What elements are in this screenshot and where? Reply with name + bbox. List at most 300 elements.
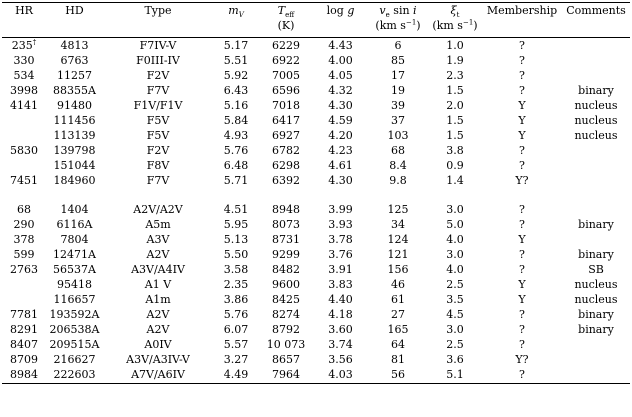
- cell-hd: [46, 128, 103, 143]
- cell-teff: [259, 262, 313, 277]
- cell-teff-value: 6927: [272, 129, 300, 142]
- cell-hd-value: 7804: [60, 233, 89, 246]
- cell-type: [103, 277, 213, 292]
- cell-teff-value: 8482: [272, 263, 300, 276]
- cell-logg: [313, 113, 368, 128]
- cell-hd-value: 88355A: [53, 84, 96, 97]
- cell-hd-value: 193592A: [49, 308, 100, 321]
- cell-mem-value: ?: [519, 263, 525, 276]
- cell-vsini: [368, 173, 428, 188]
- table-row: [2, 128, 630, 143]
- table-row: [2, 202, 630, 217]
- table-row: [2, 158, 630, 173]
- cell-teff: [259, 173, 313, 188]
- header-mv-main: m: [228, 4, 239, 17]
- cell-teff-value: 6782: [272, 144, 300, 157]
- cell-com: [562, 307, 630, 322]
- cell-xi: [428, 173, 482, 188]
- cell-logg-value: 3.76: [328, 248, 353, 261]
- table-row: [2, 173, 630, 188]
- cell-vsini: [368, 158, 428, 173]
- cell-vsini: [368, 292, 428, 307]
- cell-xi-value: 2.3: [446, 69, 464, 82]
- cell-mv: [213, 307, 259, 322]
- table-row: [2, 307, 630, 322]
- bottom-rule: [2, 383, 630, 384]
- cell-hr-value: 7451: [10, 174, 38, 187]
- cell-teff-value: 8948: [272, 203, 300, 216]
- cell-hd-value: 151044: [53, 159, 96, 172]
- stellar-parameters-table: [2, 2, 630, 384]
- table-row: [2, 292, 630, 307]
- cell-mem-value: ?: [519, 69, 525, 82]
- cell-logg: [313, 143, 368, 158]
- cell-com: [562, 143, 630, 158]
- cell-com-value: nucleus: [574, 114, 618, 127]
- cell-hr: [2, 367, 46, 382]
- cell-vsini: [368, 113, 428, 128]
- cell-teff-value: 9600: [272, 278, 300, 291]
- cell-mem: [482, 128, 562, 143]
- cell-type-value: F7V: [146, 84, 170, 97]
- cell-xi-value: 3.0: [446, 323, 464, 336]
- cell-xi: [428, 53, 482, 68]
- cell-mv-value: 6.07: [223, 323, 249, 336]
- cell-type: [103, 307, 213, 322]
- cell-xi: [428, 232, 482, 247]
- cell-logg: [313, 232, 368, 247]
- cell-logg-value: 4.05: [328, 69, 353, 82]
- cell-type: [103, 143, 213, 158]
- cell-vsini-value: 124: [387, 233, 409, 246]
- cell-type-value: F1V/F1V: [133, 99, 183, 112]
- cell-logg: [313, 158, 368, 173]
- cell-xi-value: 4.0: [446, 263, 464, 276]
- cell-xi-value: 4.5: [446, 308, 464, 321]
- cell-mv-value: 5.76: [223, 144, 249, 157]
- cell-hr: [2, 217, 46, 232]
- cell-logg: [313, 98, 368, 113]
- cell-teff-value: 7964: [272, 368, 300, 381]
- cell-vsini: [368, 217, 428, 232]
- cell-teff-value: 6596: [272, 84, 300, 97]
- cell-teff-value: 8073: [272, 218, 300, 231]
- cell-mv-value: 2.35: [223, 278, 249, 291]
- cell-teff-value: 10 073: [266, 338, 306, 351]
- cell-mem-value: ?: [519, 248, 525, 261]
- cell-mem-value: ?: [519, 308, 525, 321]
- cell-type: [103, 83, 213, 98]
- cell-hr: [2, 143, 46, 158]
- cell-mv: [213, 367, 259, 382]
- cell-mem-value: ?: [519, 368, 525, 381]
- cell-com: [562, 217, 630, 232]
- cell-mem-value: ?: [519, 203, 525, 216]
- cell-xi: [428, 367, 482, 382]
- cell-hr-value: 2763: [10, 263, 38, 276]
- cell-vsini: [368, 83, 428, 98]
- header-teff-unit: (K): [277, 19, 295, 32]
- cell-vsini-value: 103: [387, 129, 409, 142]
- header-comments: Comments: [566, 4, 626, 17]
- cell-hr: [2, 98, 46, 113]
- cell-mv-value: 5.92: [223, 69, 249, 82]
- cell-teff-value: 6229: [272, 39, 300, 52]
- cell-vsini-value: 61: [391, 293, 405, 306]
- cell-mv-value: 5.17: [223, 39, 249, 52]
- cell-logg: [313, 247, 368, 262]
- cell-mv-value: 3.86: [223, 293, 249, 306]
- cell-mv: [213, 262, 259, 277]
- table-row: [2, 337, 630, 352]
- table-row: [2, 53, 630, 68]
- header-logg-var: g: [347, 4, 355, 17]
- cell-mv-value: 5.84: [223, 114, 249, 127]
- cell-vsini: [368, 202, 428, 217]
- cell-mem: [482, 322, 562, 337]
- cell-mv-value: 5.57: [223, 338, 249, 351]
- cell-mv-value: 5.95: [223, 218, 249, 231]
- header-vsini-unit: [368, 18, 428, 33]
- cell-com-value: binary: [578, 308, 614, 321]
- cell-hd-value: 11257: [57, 69, 92, 82]
- cell-hd: [46, 53, 103, 68]
- cell-hr-value: 3998: [10, 84, 38, 97]
- cell-vsini: [368, 337, 428, 352]
- cell-mv-value: 5.13: [223, 233, 249, 246]
- header-vsini-main: v: [379, 4, 386, 17]
- header-vsini-unit-close: ): [416, 19, 421, 32]
- cell-teff: [259, 143, 313, 158]
- cell-type-value: A2V: [146, 323, 170, 336]
- cell-xi: [428, 158, 482, 173]
- cell-teff-value: 8274: [272, 308, 300, 321]
- cell-xi: [428, 113, 482, 128]
- cell-vsini-value: 17: [391, 69, 405, 82]
- cell-hr: [2, 68, 46, 83]
- cell-com: [562, 158, 630, 173]
- cell-logg-value: 3.60: [328, 323, 353, 336]
- cell-teff: [259, 38, 313, 54]
- header-membership: Membership: [486, 4, 558, 17]
- cell-hr-value: 290: [13, 218, 35, 231]
- cell-hd: [46, 98, 103, 113]
- cell-mv: [213, 217, 259, 232]
- cell-mem-value: Y: [518, 293, 526, 306]
- cell-type-value: A7V/A6IV: [131, 368, 185, 381]
- cell-vsini: [368, 53, 428, 68]
- cell-logg: [313, 38, 368, 54]
- cell-mv-value: 4.93: [223, 129, 249, 142]
- cell-hr: [2, 337, 46, 352]
- cell-vsini-value: 81: [391, 353, 405, 366]
- cell-vsini-value: 68: [391, 144, 405, 157]
- cell-vsini: [368, 68, 428, 83]
- cell-type-value: A0IV: [144, 338, 172, 351]
- cell-hr: [2, 113, 46, 128]
- cell-teff: [259, 113, 313, 128]
- cell-vsini: [368, 277, 428, 292]
- cell-mem-value: ?: [519, 39, 525, 52]
- cell-mv-value: 6.48: [223, 159, 249, 172]
- cell-xi: [428, 128, 482, 143]
- cell-com-value: binary: [578, 248, 614, 261]
- cell-teff: [259, 83, 313, 98]
- cell-xi-value: 2.5: [446, 338, 464, 351]
- cell-logg-value: 4.40: [328, 293, 353, 306]
- cell-vsini: [368, 262, 428, 277]
- header-logg: [313, 3, 368, 18]
- cell-mem-value: ?: [519, 323, 525, 336]
- cell-xi: [428, 83, 482, 98]
- cell-type: [103, 367, 213, 382]
- cell-hd-value: 56537A: [53, 263, 96, 276]
- cell-type-value: A2V: [146, 248, 170, 261]
- cell-logg-value: 4.32: [328, 84, 353, 97]
- table-row: [2, 217, 630, 232]
- cell-vsini: [368, 352, 428, 367]
- cell-type: [103, 53, 213, 68]
- cell-hd: [46, 322, 103, 337]
- cell-vsini: [368, 38, 428, 54]
- cell-hr-value: 534: [13, 69, 35, 82]
- cell-teff-value: 6417: [272, 114, 300, 127]
- cell-logg-value: 4.59: [328, 114, 353, 127]
- cell-xi: [428, 68, 482, 83]
- cell-hd: [46, 158, 103, 173]
- cell-vsini: [368, 98, 428, 113]
- cell-teff: [259, 337, 313, 352]
- cell-mv: [213, 292, 259, 307]
- cell-com: [562, 367, 630, 382]
- cell-xi: [428, 262, 482, 277]
- cell-hr: [2, 83, 46, 98]
- cell-hr: [2, 292, 46, 307]
- cell-hd: [46, 83, 103, 98]
- cell-logg: [313, 68, 368, 83]
- cell-hd-value: 116657: [53, 293, 96, 306]
- cell-xi-value: 1.9: [446, 54, 464, 67]
- cell-hd: [46, 247, 103, 262]
- cell-mem-value: ?: [519, 338, 525, 351]
- cell-logg-value: 3.74: [328, 338, 353, 351]
- cell-vsini-value: 85: [391, 54, 405, 67]
- cell-teff: [259, 202, 313, 217]
- cell-type-value: F7IV-V: [139, 39, 177, 52]
- table-row: [2, 83, 630, 98]
- cell-mem: [482, 337, 562, 352]
- header-vsini-rest: sin: [389, 4, 414, 17]
- cell-mv: [213, 158, 259, 173]
- cell-com: [562, 53, 630, 68]
- cell-mem: [482, 262, 562, 277]
- cell-com-value: nucleus: [574, 278, 618, 291]
- cell-vsini-value: 39: [391, 99, 405, 112]
- cell-mem-value: ?: [519, 159, 525, 172]
- cell-type: [103, 158, 213, 173]
- cell-type-value: F7V: [146, 174, 170, 187]
- cell-teff-value: 8657: [272, 353, 300, 366]
- cell-mv-value: 3.27: [223, 353, 249, 366]
- cell-mv-value: 3.58: [223, 263, 249, 276]
- cell-hd: [46, 173, 103, 188]
- cell-mv-value: 6.43: [223, 84, 249, 97]
- cell-mem: [482, 68, 562, 83]
- cell-com: [562, 128, 630, 143]
- cell-mem: [482, 83, 562, 98]
- cell-hr: [2, 352, 46, 367]
- cell-type: [103, 202, 213, 217]
- cell-hr-value: 599: [13, 248, 35, 261]
- cell-hr: [2, 53, 46, 68]
- cell-logg-value: 3.56: [328, 353, 353, 366]
- cell-hd: [46, 367, 103, 382]
- cell-mem: [482, 292, 562, 307]
- cell-teff-value: 8731: [272, 233, 300, 246]
- cell-com-value: nucleus: [574, 293, 618, 306]
- cell-logg: [313, 337, 368, 352]
- cell-hr-value: 330: [13, 54, 35, 67]
- cell-logg-value: 4.61: [328, 159, 353, 172]
- cell-hr-value: 8407: [10, 338, 38, 351]
- cell-type: [103, 128, 213, 143]
- cell-teff-value: 8792: [272, 323, 300, 336]
- cell-mem: [482, 247, 562, 262]
- cell-com: [562, 173, 630, 188]
- cell-logg-value: 3.99: [328, 203, 353, 216]
- cell-vsini-value: 19: [391, 84, 405, 97]
- cell-vsini-value: 156: [387, 263, 409, 276]
- table-row: [2, 113, 630, 128]
- cell-xi-value: 1.5: [446, 114, 464, 127]
- cell-mem-value: ?: [519, 84, 525, 97]
- cell-mem-value: ?: [519, 54, 525, 67]
- cell-hd-value: 222603: [53, 368, 96, 381]
- cell-logg-value: 3.78: [328, 233, 353, 246]
- table-row: [2, 232, 630, 247]
- header-vsini-unit-text: (km s: [375, 19, 406, 32]
- cell-type-value: A2V/A2V: [133, 203, 183, 216]
- cell-hr-value: 5830: [10, 144, 38, 157]
- cell-xi: [428, 143, 482, 158]
- cell-mem: [482, 38, 562, 54]
- header-logg-main: log: [326, 4, 348, 17]
- header-type: Type: [144, 4, 172, 17]
- cell-type: [103, 352, 213, 367]
- cell-type-value: A2V: [146, 308, 170, 321]
- header-vsini: [368, 3, 428, 18]
- cell-com: [562, 337, 630, 352]
- cell-hd-value: 111456: [53, 114, 96, 127]
- cell-com-value: binary: [578, 218, 614, 231]
- table-row: [2, 262, 630, 277]
- header-teff-sub: eff: [285, 11, 295, 20]
- data-table: [2, 3, 630, 382]
- cell-vsini: [368, 143, 428, 158]
- cell-xi-value: 0.9: [446, 159, 464, 172]
- header-xi-main: ξ: [450, 4, 457, 17]
- cell-teff: [259, 158, 313, 173]
- cell-hr-value: 4141: [10, 99, 38, 112]
- cell-hr: [2, 158, 46, 173]
- cell-mem-value: ?: [519, 218, 525, 231]
- cell-mem-value: Y?: [515, 174, 529, 187]
- table-body-a-stars: [2, 202, 630, 382]
- cell-hr-value: 235: [11, 39, 33, 52]
- cell-mv: [213, 113, 259, 128]
- cell-hd: [46, 143, 103, 158]
- cell-teff: [259, 128, 313, 143]
- cell-logg-value: 3.83: [328, 278, 353, 291]
- cell-xi: [428, 352, 482, 367]
- cell-hd: [46, 337, 103, 352]
- cell-logg-value: 4.30: [328, 174, 353, 187]
- header-mv-sub: V: [238, 11, 244, 20]
- cell-mv-value: 5.51: [223, 54, 249, 67]
- cell-vsini: [368, 232, 428, 247]
- cell-hr: [2, 173, 46, 188]
- cell-xi-value: 1.4: [446, 174, 464, 187]
- cell-teff: [259, 352, 313, 367]
- cell-com: [562, 202, 630, 217]
- cell-mv-value: 4.51: [223, 203, 249, 216]
- cell-mem: [482, 53, 562, 68]
- cell-com-value: nucleus: [574, 99, 618, 112]
- cell-mv: [213, 98, 259, 113]
- cell-hr: [2, 307, 46, 322]
- cell-com: [562, 232, 630, 247]
- cell-type: [103, 337, 213, 352]
- cell-logg: [313, 367, 368, 382]
- cell-hd-value: 91480: [57, 99, 92, 112]
- cell-xi-value: 3.5: [446, 293, 464, 306]
- cell-mem-value: Y: [518, 278, 526, 291]
- cell-xi-value: 5.0: [446, 218, 464, 231]
- table-row: [2, 367, 630, 382]
- cell-hr-value: 8291: [10, 323, 38, 336]
- cell-teff: [259, 292, 313, 307]
- cell-hr-value: 8709: [10, 353, 38, 366]
- cell-xi: [428, 202, 482, 217]
- cell-hr: [2, 322, 46, 337]
- cell-type-value: F5V: [146, 129, 170, 142]
- cell-logg: [313, 53, 368, 68]
- header-xi-unit: [428, 18, 482, 33]
- cell-type: [103, 262, 213, 277]
- cell-mv: [213, 83, 259, 98]
- cell-type-value: F8V: [146, 159, 170, 172]
- cell-teff: [259, 217, 313, 232]
- cell-com: [562, 38, 630, 54]
- cell-com: [562, 277, 630, 292]
- cell-vsini-value: 121: [387, 248, 409, 261]
- cell-xi-value: 1.5: [446, 84, 464, 97]
- cell-mem-value: Y: [518, 233, 526, 246]
- cell-mv-value: 5.76: [223, 308, 249, 321]
- cell-com-value: binary: [578, 84, 614, 97]
- header-xi-unit-close: ): [473, 19, 478, 32]
- header-hr: HR: [15, 4, 33, 17]
- cell-mv: [213, 202, 259, 217]
- cell-com: [562, 113, 630, 128]
- cell-mem-value: ?: [519, 144, 525, 157]
- cell-mem-value: Y: [518, 99, 526, 112]
- cell-hr: [2, 247, 46, 262]
- cell-mem: [482, 98, 562, 113]
- cell-xi: [428, 247, 482, 262]
- cell-teff-value: 6298: [272, 159, 300, 172]
- cell-type-value: A1m: [145, 293, 171, 306]
